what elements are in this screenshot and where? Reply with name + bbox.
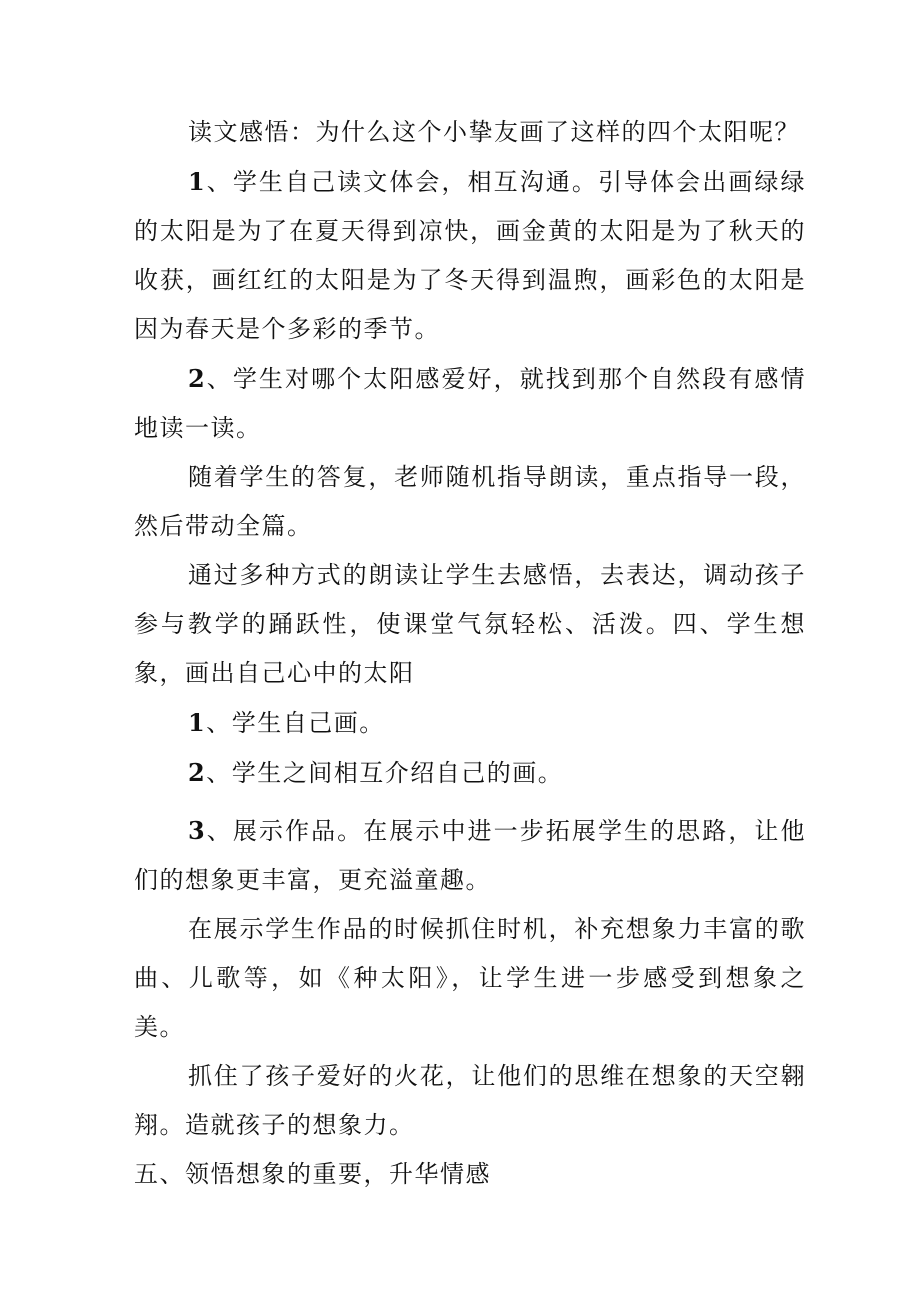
paragraph-showcase (134, 905, 806, 1052)
paragraph-intro (134, 108, 806, 157)
paragraph-draw-1 (134, 698, 806, 748)
step-number: 1 (188, 167, 207, 196)
paragraph-text: 抓住了孩子爱好的火花，让他们的思维在想象的天空翱翔。造就孩子的想象力。 (134, 1062, 806, 1139)
paragraph-text: 随着学生的答复，老师随机指导朗读，重点指导一段，然后带动全篇。 (134, 463, 806, 540)
paragraph-text: 、学生之间相互介绍自己的画。 (206, 759, 564, 787)
paragraph-draw-3 (134, 806, 806, 905)
paragraph-text: 读文感悟：为什么这个小挚友画了这样的四个太阳呢？ (188, 118, 800, 146)
paragraph-text: 、展示作品。在展示中进一步拓展学生的思路，让他们的想象更丰富，更充溢童趣。 (134, 817, 806, 894)
paragraph-text: 、学生对哪个太阳感爱好，就找到那个自然段有感情地读一读。 (134, 365, 806, 442)
paragraph-reading-guide (134, 453, 806, 551)
section-heading-five (134, 1150, 806, 1199)
paragraph-text: 在展示学生作品的时候抓住时机，补充想象力丰富的歌曲、儿歌等，如《种太阳》，让学生进一步感受到想象之美。 (134, 915, 806, 1041)
document-body (134, 108, 806, 1199)
paragraph-step-1 (134, 157, 806, 354)
paragraph-text: 通过多种方式的朗读让学生去感悟，去表达，调动孩子参与教学的踊跃性，使课堂气氛轻松、活泼。四、学生想象，画出自己心中的太阳 (134, 561, 806, 687)
paragraph-draw-2 (134, 748, 806, 798)
step-number: 3 (188, 816, 207, 845)
heading-text: 五、领悟想象的重要，升华情感 (134, 1160, 491, 1188)
step-number: 2 (188, 758, 207, 787)
paragraph-text: 、学生自己读文体会，相互沟通。引导体会出画绿绿的太阳是为了在夏天得到凉快，画金黄的太阳是为了秋天的收获，画红红的太阳是为了冬天得到温煦，画彩色的太阳是因为春天是个多彩的季节。 (134, 168, 806, 343)
paragraph-text: 、学生自己画。 (206, 709, 385, 737)
paragraph-spark (134, 1052, 806, 1150)
step-number: 2 (188, 364, 207, 393)
paragraph-section-four (134, 551, 806, 698)
step-number: 1 (188, 708, 207, 737)
paragraph-step-2 (134, 354, 806, 453)
